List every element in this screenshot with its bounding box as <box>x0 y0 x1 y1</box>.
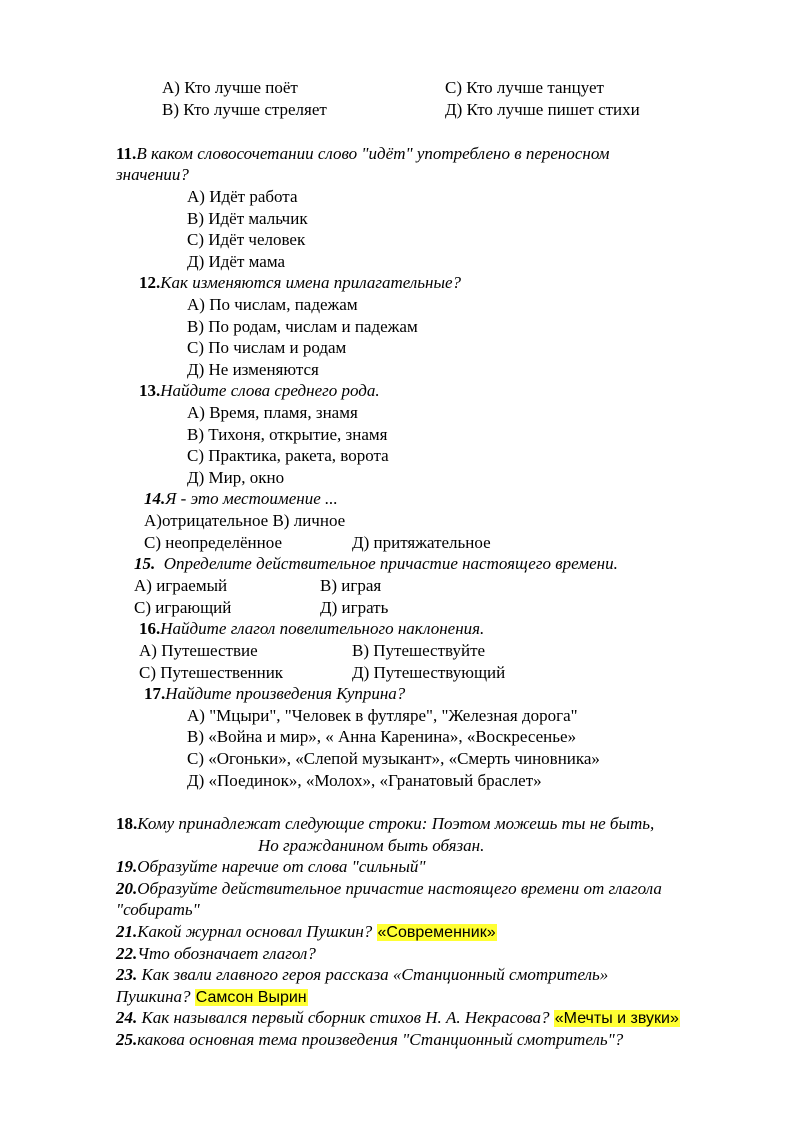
q10-option-b: В) Кто лучше стреляет <box>162 100 327 119</box>
q21-answer-highlight: «Современник» <box>377 924 496 941</box>
q22-question <box>116 943 316 964</box>
q11-option-a: А) Идёт работа <box>187 187 298 206</box>
q20-text: Образуйте действительное причастие настоящего времени от глагола <box>137 879 662 898</box>
q24-answer-highlight: «Мечты и звуки» <box>554 1010 679 1027</box>
q11-question <box>116 143 610 164</box>
q24-number: 24. <box>116 1008 138 1027</box>
q22-text: Что обозначает глагол? <box>137 944 316 963</box>
q16-option-c: С) Путешественник <box>139 663 284 682</box>
q17-option-d: Д) «Поединок», «Молох», «Гранатовый браслет» <box>187 771 542 790</box>
q14-question <box>144 488 338 509</box>
q14-number: 14. <box>144 489 166 508</box>
q20-question <box>116 878 662 899</box>
q23-text: Как звали главного героя рассказа «Станционный смотритель» <box>137 965 609 984</box>
q12-option-a: А) По числам, падежам <box>187 295 358 314</box>
q23-question <box>116 964 608 985</box>
q19-text: Образуйте наречие от слова "сильный" <box>137 857 426 876</box>
q16-option-a: А) Путешествие <box>139 641 258 660</box>
q17-number: 17. <box>144 684 166 703</box>
q11-option-d: Д) Идёт мама <box>187 252 286 271</box>
q13-option-a: А) Время, пламя, знамя <box>187 403 358 422</box>
q18-number: 18. <box>116 814 138 833</box>
q12-option-c: С) По числам и родам <box>187 338 347 357</box>
q21-text: Какой журнал основал Пушкин? <box>137 922 377 941</box>
q23-question-cont <box>116 986 308 1008</box>
q11-text: В каком словосочетании слово "идёт" употреблено в переносном <box>136 144 610 163</box>
q18-text-cont: Но гражданином быть обязан. <box>258 836 485 855</box>
q14-option-c: С) неопределённое <box>144 533 282 552</box>
q19-number: 19. <box>116 857 138 876</box>
q14-option-ab: А)отрицательное В) личное <box>144 511 346 530</box>
q23-text-cont: Пушкина? <box>116 987 195 1006</box>
q15-text: Определите действительное причастие настоящего времени. <box>155 554 618 573</box>
q15-option-a: А) играемый <box>134 576 228 595</box>
q17-option-a: А) "Мцыри", "Человек в футляре", "Железная дорога" <box>187 706 578 725</box>
q13-question <box>139 380 380 401</box>
q16-number: 16. <box>139 619 161 638</box>
q12-question <box>139 272 461 293</box>
q13-text: Найдите слова среднего рода. <box>160 381 380 400</box>
q12-option-d: Д) Не изменяются <box>187 360 319 379</box>
q24-question <box>116 1007 680 1029</box>
q10-option-a: А) Кто лучше поёт <box>162 78 298 97</box>
q25-question <box>116 1029 623 1050</box>
q15-question <box>134 553 618 574</box>
q11-text-cont: значении? <box>116 165 189 184</box>
q24-text: Как назывался первый сборник стихов Н. А. Некрасова? <box>137 1008 554 1027</box>
q21-question <box>116 921 497 943</box>
q20-text-cont: "собирать" <box>116 900 200 919</box>
q13-option-d: Д) Мир, окно <box>187 468 285 487</box>
q11-number: 11. <box>116 144 137 163</box>
q11-option-c: С) Идёт человек <box>187 230 306 249</box>
q18-question <box>116 813 654 834</box>
q17-question <box>144 683 405 704</box>
q14-option-d: Д) притяжательное <box>352 533 491 552</box>
q11-option-b: В) Идёт мальчик <box>187 209 308 228</box>
q16-option-d: Д) Путешествующий <box>352 663 506 682</box>
q17-option-c: С) «Огоньки», «Слепой музыкант», «Смерть чиновника» <box>187 749 600 768</box>
q10-option-d: Д) Кто лучше пишет стихи <box>445 100 640 119</box>
q15-option-c: С) играющий <box>134 598 232 617</box>
q16-question <box>139 618 484 639</box>
q19-question <box>116 856 426 877</box>
q18-text: Кому принадлежат следующие строки: Поэтом можешь ты не быть, <box>137 814 655 833</box>
q15-number: 15. <box>134 554 156 573</box>
q13-option-b: В) Тихоня, открытие, знамя <box>187 425 388 444</box>
q15-option-b: В) играя <box>320 576 382 595</box>
q21-number: 21. <box>116 922 138 941</box>
q23-answer-highlight: Самсон Вырин <box>195 989 307 1006</box>
q12-text: Как изменяются имена прилагательные? <box>160 273 462 292</box>
q12-option-b: В) По родам, числам и падежам <box>187 317 418 336</box>
q17-option-b: В) «Война и мир», « Анна Каренина», «Воскресенье» <box>187 727 577 746</box>
q13-option-c: С) Практика, ракета, ворота <box>187 446 389 465</box>
q13-number: 13. <box>139 381 161 400</box>
q14-text: Я - это местоимение ... <box>165 489 338 508</box>
q12-number: 12. <box>139 273 161 292</box>
q25-text: какова основная тема произведения "Станционный смотритель"? <box>137 1030 624 1049</box>
q16-option-b: В) Путешествуйте <box>352 641 486 660</box>
q25-number: 25. <box>116 1030 138 1049</box>
q17-text: Найдите произведения Куприна? <box>165 684 406 703</box>
q20-number: 20. <box>116 879 138 898</box>
q10-option-c: С) Кто лучше танцует <box>445 78 604 97</box>
q23-number: 23. <box>116 965 138 984</box>
q16-text: Найдите глагол повелительного наклонения. <box>160 619 485 638</box>
q15-option-d: Д) играть <box>320 598 389 617</box>
q22-number: 22. <box>116 944 138 963</box>
